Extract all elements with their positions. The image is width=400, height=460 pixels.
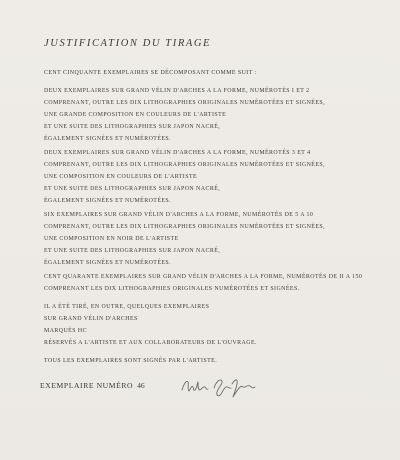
text-line: COMPRENANT LES DIX LITHOGRAPHIES ORIGINALES NUMÉROTÉES ET SIGNÉES.	[44, 286, 300, 292]
closing-paragraph	[44, 355, 374, 367]
text-line: COMPRENANT, OUTRE LES DIX LITHOGRAPHIES ORIGINALES NUMÉROTÉES ET SIGNÉES,	[44, 100, 326, 106]
text-line: UNE GRANDE COMPOSITION EN COULEURS DE L'ARTISTE	[44, 112, 227, 118]
text-line: IL A ÉTÉ TIRÉ, EN OUTRE, QUELQUES EXEMPLAIRES	[44, 304, 210, 310]
text-line: SIX EXEMPLAIRES SUR GRAND VÉLIN D'ARCHES A LA FORME, NUMÉROTÉS DE 5 A 10	[44, 212, 314, 218]
exemplaire-number: 46	[137, 381, 145, 390]
intro-paragraph	[44, 67, 374, 79]
text-line: ET UNE SUITE DES LITHOGRAPHIES SUR JAPON NACRÉ,	[44, 186, 221, 192]
text-line: DEUX EXEMPLAIRES SUR GRAND VÉLIN D'ARCHES A LA FORME, NUMÉROTÉS 3 ET 4	[44, 150, 311, 156]
text-line: ÉGALEMENT SIGNÉES ET NUMÉROTÉES.	[44, 136, 172, 142]
paragraph-exemplaires-1-2	[44, 85, 374, 145]
text-line: MARQUÉS HC	[44, 328, 87, 334]
text-line: UNE COMPOSITION EN NOIR DE L'ARTISTE	[44, 236, 179, 242]
text-line: ÉGALEMENT SIGNÉES ET NUMÉROTÉES.	[44, 198, 172, 204]
text-line: COMPRENANT, OUTRE LES DIX LITHOGRAPHIES ORIGINALES NUMÉROTÉES ET SIGNÉES,	[44, 162, 326, 168]
text-line: CENT QUARANTE EXEMPLAIRES SUR GRAND VÉLIN D'ARCHES A LA FORME, NUMÉROTÉS DE II A 150	[44, 274, 363, 280]
text-line: ÉGALEMENT SIGNÉES ET NUMÉROTÉES.	[44, 260, 172, 266]
paragraph-hors-commerce	[44, 301, 374, 349]
text-line: DEUX EXEMPLAIRES SUR GRAND VÉLIN D'ARCHES A LA FORME, NUMÉROTÉS I ET 2	[44, 88, 310, 94]
text-line: SUR GRAND VÉLIN D'ARCHES	[44, 316, 138, 322]
paragraph-exemplaires-11-150	[44, 271, 374, 295]
paragraph-exemplaires-3-4	[44, 147, 374, 207]
text-line: TOUS LES EXEMPLAIRES SONT SIGNÉS PAR L'ARTISTE.	[44, 358, 218, 364]
page-title: JUSTIFICATION DU TIRAGE	[44, 38, 212, 49]
text-line: CENT CINQUANTE EXEMPLAIRES SE DÉCOMPOSANT COMME SUIT :	[44, 70, 257, 76]
paragraph-exemplaires-5-10	[44, 209, 374, 269]
text-line: UNE COMPOSITION EN COULEURS DE L'ARTISTE	[44, 174, 198, 180]
text-line: RÉSERVÉS A L'ARTISTE ET AUX COLLABORATEURS DE L'OUVRAGE.	[44, 340, 257, 346]
text-line: ET UNE SUITE DES LITHOGRAPHIES SUR JAPON NACRÉ,	[44, 248, 221, 254]
exemplaire-line	[40, 381, 145, 390]
text-line: ET UNE SUITE DES LITHOGRAPHIES SUR JAPON NACRÉ,	[44, 124, 221, 130]
exemplaire-label: EXEMPLAIRE NUMÉRO	[40, 381, 134, 390]
text-line: COMPRENANT, OUTRE LES DIX LITHOGRAPHIES ORIGINALES NUMÉROTÉES ET SIGNÉES,	[44, 224, 326, 230]
artist-signature	[180, 370, 260, 400]
